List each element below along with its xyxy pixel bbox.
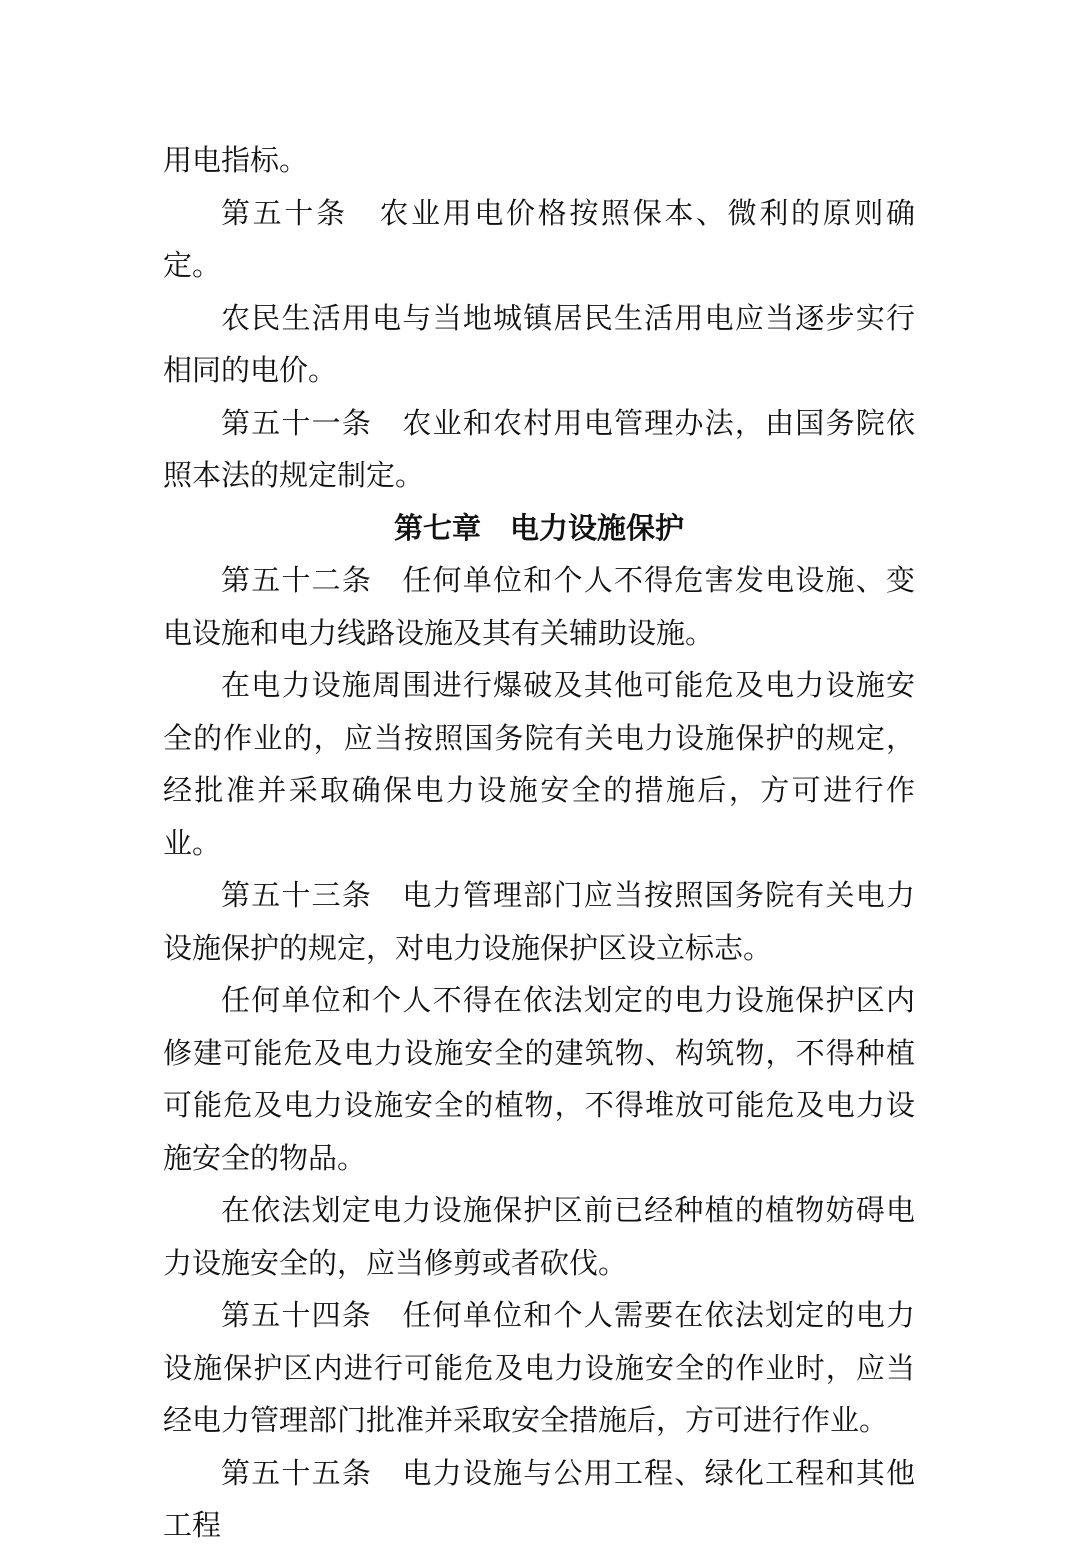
paragraph [163, 134, 915, 187]
paragraph-text: 电力设施与公用工程、绿化工程和其他工程 [163, 1455, 915, 1542]
document-body [163, 134, 915, 1552]
article-paragraph [163, 1289, 915, 1447]
article-number: 第五十二条 [221, 563, 373, 597]
article-number: 第五十条 [221, 195, 348, 230]
paragraph [163, 292, 915, 397]
chapter-title: 电力设施保护 [510, 510, 685, 545]
article-paragraph [163, 869, 915, 974]
paragraph [163, 1184, 915, 1289]
chapter-heading [163, 502, 915, 555]
paragraph-text: 农民生活用电与当地城镇居民生活用电应当逐步实行相同的电价。 [163, 300, 915, 387]
paragraph-text: 在电力设施周围进行爆破及其他可能危及电力设施安全的作业的，应当按照国务院有关电力设施保护的规定，经批准并采取确保电力设施安全的措施后，方可进行作业。 [163, 668, 915, 860]
article-paragraph [163, 554, 915, 659]
article-paragraph [163, 1447, 915, 1552]
chapter-number: 第七章 [393, 510, 481, 545]
paragraph-text: 任何单位和个人需要在依法划定的电力设施保护区内进行可能危及电力设施安全的作业时，应当经电力管理部门批准并采取安全措施后，方可进行作业。 [163, 1298, 915, 1437]
article-number: 第五十一条 [221, 405, 373, 440]
article-paragraph [163, 397, 915, 502]
article-number: 第五十五条 [221, 1455, 373, 1490]
paragraph-text: 电力管理部门应当按照国务院有关电力设施保护的规定，对电力设施保护区设立标志。 [163, 878, 915, 965]
paragraph [163, 659, 915, 869]
paragraph-text: 在依法划定电力设施保护区前已经种植的植物妨碍电力设施安全的，应当修剪或者砍伐。 [163, 1193, 915, 1280]
article-number: 第五十四条 [221, 1298, 373, 1332]
article-paragraph [163, 187, 915, 292]
article-number: 第五十三条 [221, 878, 373, 912]
paragraph-text: 任何单位和个人不得在依法划定的电力设施保护区内修建可能危及电力设施安全的建筑物、构筑物，不得种植可能危及电力设施安全的植物，不得堆放可能危及电力设施安全的物品。 [163, 983, 915, 1175]
paragraph-text: 用电指标。 [163, 143, 309, 177]
paragraph [163, 974, 915, 1184]
paragraph-text: 农业用电价格按照保本、微利的原则确定。 [163, 195, 915, 282]
paragraph-text: 农业和农村用电管理办法，由国务院依照本法的规定制定。 [163, 405, 915, 492]
paragraph-text: 任何单位和个人不得危害发电设施、变电设施和电力线路设施及其有关辅助设施。 [163, 563, 915, 650]
